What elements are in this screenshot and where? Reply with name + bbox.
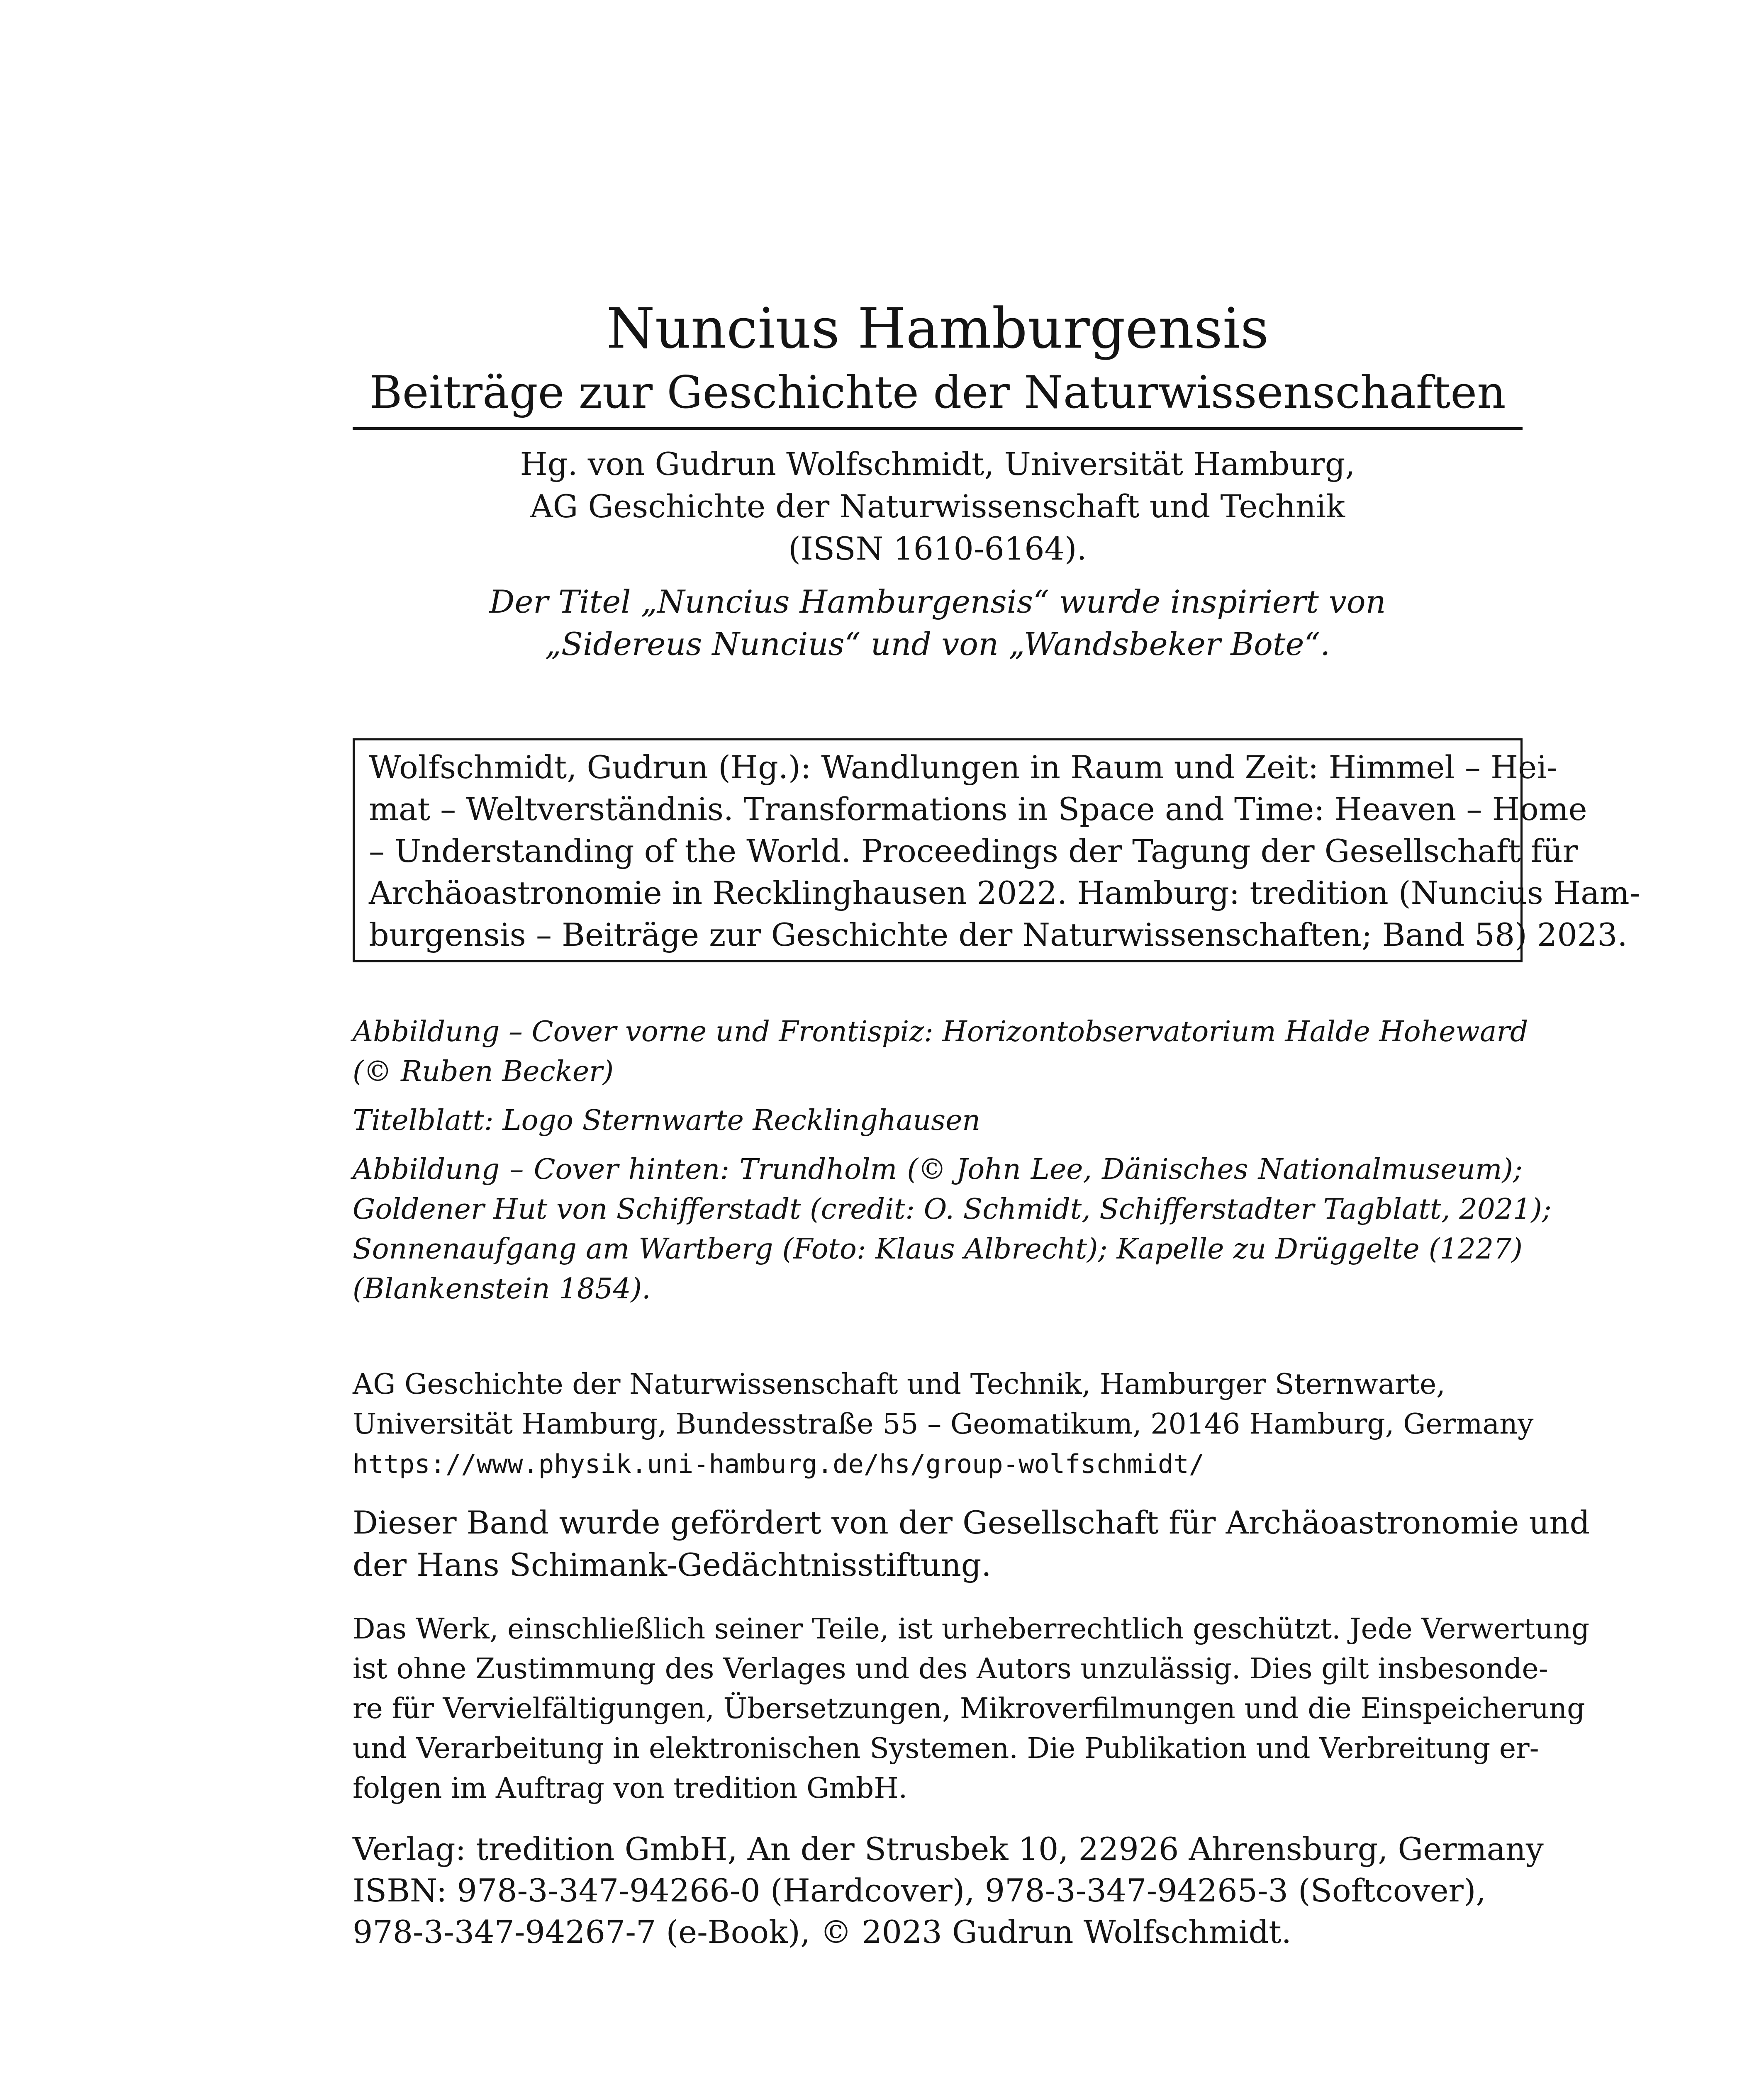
isbn-line: ISBN: 978-3-347-94266-0 (Hardcover), 978-3-347-94265-3 (Softcover), [353,1872,1486,1909]
rights-line: Das Werk, einschließlich seiner Teile, ist urheberrechtlich geschützt. Jede Verwertung [353,1613,1590,1646]
series-subtitle: Beiträge zur Geschichte der Naturwissenschaften [369,367,1506,419]
publisher-info [353,1828,1544,1953]
copyright-notice [353,1609,1590,1809]
rights-line: folgen im Auftrag von tredition GmbH. [353,1772,908,1805]
citation-line: mat – Weltverständnis. Transformations in Space and Time: Heaven – Home [369,791,1587,828]
editor-line: AG Geschichte der Naturwissenschaft und Technik [530,488,1345,525]
issn-line: (ISSN 1610-6164). [788,530,1087,567]
title-page-credit [353,1101,1523,1141]
citation-line: – Understanding of the World. Proceedings der Tagung der Gesellschaft für [369,833,1578,869]
citation-line: Archäoastronomie in Recklinghausen 2022. Hamburg: tredition (Nuncius Ham- [369,874,1640,911]
rights-line: ist ohne Zustimmung des Verlages und des Autors unzulässig. Dies gilt insbesonde- [353,1653,1548,1685]
address-line: Universität Hamburg, Bundesstraße 55 – Geomatikum, 20146 Hamburg, Germany [353,1408,1534,1441]
back-cover-credit [353,1150,1552,1309]
credit-line: (Blankenstein 1854). [353,1273,651,1305]
isbn-line: 978-3-347-94267-7 (e-Book), © 2023 Gudrun Wolfschmidt. [353,1913,1291,1950]
funding-note [353,1502,1590,1586]
citation-box [353,738,1640,962]
editor-info [353,443,1523,570]
front-cover-credit [353,1012,1528,1092]
title-inspiration-note [353,581,1523,665]
image-credits [353,1012,1552,1318]
citation-line: Wolfschmidt, Gudrun (Hg.): Wandlungen in Raum und Zeit: Himmel – Hei- [369,749,1558,786]
institution-address [353,1365,1534,1484]
credit-line: Goldener Hut von Schifferstadt (credit: O. Schmidt, Schifferstadter Tagblatt, 2021); [353,1193,1552,1226]
inspiration-line: Der Titel „Nuncius Hamburgensis“ wurde inspiriert von [489,583,1386,620]
publisher-address: Verlag: tredition GmbH, An der Strusbek 10, 22926 Ahrensburg, Germany [353,1831,1544,1867]
credit-line: Abbildung – Cover hinten: Trundholm (© John Lee, Dänisches Nationalmuseum); [353,1153,1523,1186]
funding-line: der Hans Schimank-Gedächtnisstiftung. [353,1546,992,1583]
citation-line: burgensis – Beiträge zur Geschichte der Naturwissenschaften; Band 58) 2023. [369,916,1628,953]
credit-line: Titelblatt: Logo Sternwarte Recklinghausen [353,1104,981,1137]
editor-line: Hg. von Gudrun Wolfschmidt, Universität Hamburg, [520,445,1355,482]
credit-line: Sonnenaufgang am Wartberg (Foto: Klaus Albrecht); Kapelle zu Drüggelte (1227) [353,1233,1523,1266]
group-website-link[interactable]: https://www.physik.uni-hamburg.de/hs/group-wolfschmidt/ [353,1449,1204,1479]
title-rule [353,427,1523,430]
credit-line: Abbildung – Cover vorne und Frontispiz: Horizontobservatorium Halde Hoheward [353,1015,1528,1048]
rights-line: und Verarbeitung in elektronischen Systemen. Die Publikation und Verbreitung er- [353,1732,1539,1765]
inspiration-line: „Sidereus Nuncius“ und von „Wandsbeker Bote“. [545,626,1330,662]
address-line: AG Geschichte der Naturwissenschaft und Technik, Hamburger Sternwarte, [353,1368,1445,1401]
rights-line: re für Vervielfältigungen, Übersetzungen, Mikroverfilmungen und die Einspeicherung [353,1692,1585,1725]
series-title: Nuncius Hamburgensis [606,296,1269,361]
credit-line: (© Ruben Becker) [353,1055,614,1088]
funding-line: Dieser Band wurde gefördert von der Gesellschaft für Archäoastronomie und [353,1504,1590,1541]
